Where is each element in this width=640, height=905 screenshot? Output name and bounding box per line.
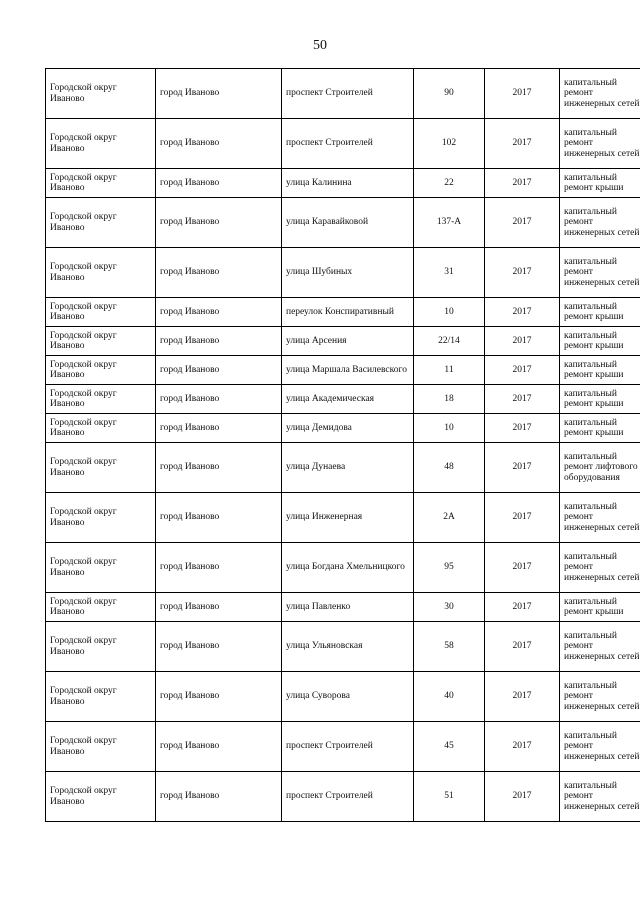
cell-house: 90	[414, 69, 485, 119]
cell-city: город Иваново	[156, 772, 282, 822]
cell-city: город Иваново	[156, 298, 282, 327]
table-row	[46, 493, 640, 543]
cell-work-type: капитальный ремонт крыши	[560, 327, 640, 356]
cell-work-type: капитальный ремонт крыши	[560, 356, 640, 385]
cell-city: город Иваново	[156, 385, 282, 414]
cell-okrug: Городской округ Иваново	[46, 327, 156, 356]
cell-okrug: Городской округ Иваново	[46, 672, 156, 722]
cell-street: переулок Конспиративный	[282, 298, 414, 327]
cell-year: 2017	[485, 722, 560, 772]
cell-okrug: Городской округ Иваново	[46, 385, 156, 414]
table-row	[46, 385, 640, 414]
cell-year: 2017	[485, 298, 560, 327]
cell-work-type: капитальный ремонт инженерных сетей	[560, 493, 640, 543]
cell-house: 58	[414, 622, 485, 672]
cell-okrug: Городской округ Иваново	[46, 493, 156, 543]
table-row	[46, 622, 640, 672]
cell-street: улица Калинина	[282, 169, 414, 198]
cell-work-type: капитальный ремонт крыши	[560, 169, 640, 198]
cell-okrug: Городской округ Иваново	[46, 298, 156, 327]
cell-house: 45	[414, 722, 485, 772]
table-row	[46, 169, 640, 198]
cell-work-type: капитальный ремонт инженерных сетей	[560, 672, 640, 722]
cell-okrug: Городской округ Иваново	[46, 169, 156, 198]
cell-house: 18	[414, 385, 485, 414]
cell-work-type: капитальный ремонт крыши	[560, 414, 640, 443]
cell-okrug: Городской округ Иваново	[46, 543, 156, 593]
cell-year: 2017	[485, 414, 560, 443]
cell-work-type: капитальный ремонт инженерных сетей	[560, 622, 640, 672]
cell-street: улица Павленко	[282, 593, 414, 622]
table-row	[46, 356, 640, 385]
cell-street: проспект Строителей	[282, 119, 414, 169]
cell-work-type: капитальный ремонт крыши	[560, 593, 640, 622]
table-row	[46, 414, 640, 443]
cell-okrug: Городской округ Иваново	[46, 198, 156, 248]
cell-house: 22/14	[414, 327, 485, 356]
cell-year: 2017	[485, 385, 560, 414]
cell-house: 31	[414, 248, 485, 298]
cell-street: улица Академическая	[282, 385, 414, 414]
cell-street: улица Богдана Хмельницкого	[282, 543, 414, 593]
cell-house: 40	[414, 672, 485, 722]
cell-okrug: Городской округ Иваново	[46, 772, 156, 822]
table-row	[46, 593, 640, 622]
cell-house: 10	[414, 298, 485, 327]
cell-house: 10	[414, 414, 485, 443]
cell-year: 2017	[485, 327, 560, 356]
cell-work-type: капитальный ремонт инженерных сетей	[560, 543, 640, 593]
cell-year: 2017	[485, 622, 560, 672]
repair-schedule-table	[45, 68, 640, 822]
cell-year: 2017	[485, 543, 560, 593]
cell-okrug: Городской округ Иваново	[46, 622, 156, 672]
cell-street: улица Демидова	[282, 414, 414, 443]
cell-house: 22	[414, 169, 485, 198]
cell-house: 102	[414, 119, 485, 169]
cell-street: улица Маршала Василевского	[282, 356, 414, 385]
cell-city: город Иваново	[156, 443, 282, 493]
cell-house: 95	[414, 543, 485, 593]
cell-house: 137-А	[414, 198, 485, 248]
cell-house: 48	[414, 443, 485, 493]
table-row	[46, 198, 640, 248]
cell-work-type: капитальный ремонт лифтового оборудования	[560, 443, 640, 493]
cell-city: город Иваново	[156, 622, 282, 672]
cell-city: город Иваново	[156, 169, 282, 198]
cell-house: 2А	[414, 493, 485, 543]
cell-year: 2017	[485, 443, 560, 493]
cell-year: 2017	[485, 672, 560, 722]
cell-okrug: Городской округ Иваново	[46, 593, 156, 622]
cell-street: проспект Строителей	[282, 722, 414, 772]
cell-street: улица Дунаева	[282, 443, 414, 493]
cell-house: 51	[414, 772, 485, 822]
cell-city: город Иваново	[156, 722, 282, 772]
table-row	[46, 298, 640, 327]
cell-year: 2017	[485, 198, 560, 248]
cell-okrug: Городской округ Иваново	[46, 414, 156, 443]
cell-okrug: Городской округ Иваново	[46, 248, 156, 298]
cell-city: город Иваново	[156, 593, 282, 622]
cell-year: 2017	[485, 69, 560, 119]
cell-work-type: капитальный ремонт инженерных сетей	[560, 198, 640, 248]
table-row	[46, 327, 640, 356]
table-row	[46, 722, 640, 772]
cell-year: 2017	[485, 772, 560, 822]
cell-work-type: капитальный ремонт инженерных сетей	[560, 722, 640, 772]
cell-work-type: капитальный ремонт крыши	[560, 385, 640, 414]
cell-city: город Иваново	[156, 248, 282, 298]
cell-year: 2017	[485, 356, 560, 385]
cell-house: 30	[414, 593, 485, 622]
cell-work-type: капитальный ремонт инженерных сетей	[560, 772, 640, 822]
cell-city: город Иваново	[156, 414, 282, 443]
cell-okrug: Городской округ Иваново	[46, 69, 156, 119]
cell-street: улица Каравайковой	[282, 198, 414, 248]
cell-city: город Иваново	[156, 119, 282, 169]
cell-okrug: Городской округ Иваново	[46, 443, 156, 493]
cell-year: 2017	[485, 119, 560, 169]
cell-street: улица Инженерная	[282, 493, 414, 543]
cell-street: проспект Строителей	[282, 772, 414, 822]
table-row	[46, 443, 640, 493]
table-row	[46, 248, 640, 298]
table-row	[46, 119, 640, 169]
cell-street: улица Суворова	[282, 672, 414, 722]
cell-city: город Иваново	[156, 543, 282, 593]
cell-work-type: капитальный ремонт инженерных сетей	[560, 119, 640, 169]
cell-city: город Иваново	[156, 69, 282, 119]
cell-okrug: Городской округ Иваново	[46, 722, 156, 772]
cell-city: город Иваново	[156, 356, 282, 385]
cell-street: улица Арсения	[282, 327, 414, 356]
cell-year: 2017	[485, 248, 560, 298]
cell-year: 2017	[485, 593, 560, 622]
cell-street: улица Шубиных	[282, 248, 414, 298]
page-number: 50	[313, 38, 327, 53]
cell-year: 2017	[485, 169, 560, 198]
cell-work-type: капитальный ремонт инженерных сетей	[560, 248, 640, 298]
table-row	[46, 69, 640, 119]
cell-city: город Иваново	[156, 327, 282, 356]
cell-okrug: Городской округ Иваново	[46, 119, 156, 169]
cell-work-type: капитальный ремонт инженерных сетей	[560, 69, 640, 119]
cell-city: город Иваново	[156, 493, 282, 543]
cell-city: город Иваново	[156, 198, 282, 248]
cell-street: улица Ульяновская	[282, 622, 414, 672]
table-row	[46, 772, 640, 822]
cell-city: город Иваново	[156, 672, 282, 722]
table-row	[46, 672, 640, 722]
cell-house: 11	[414, 356, 485, 385]
cell-street: проспект Строителей	[282, 69, 414, 119]
cell-okrug: Городской округ Иваново	[46, 356, 156, 385]
table-row	[46, 543, 640, 593]
cell-year: 2017	[485, 493, 560, 543]
cell-work-type: капитальный ремонт крыши	[560, 298, 640, 327]
